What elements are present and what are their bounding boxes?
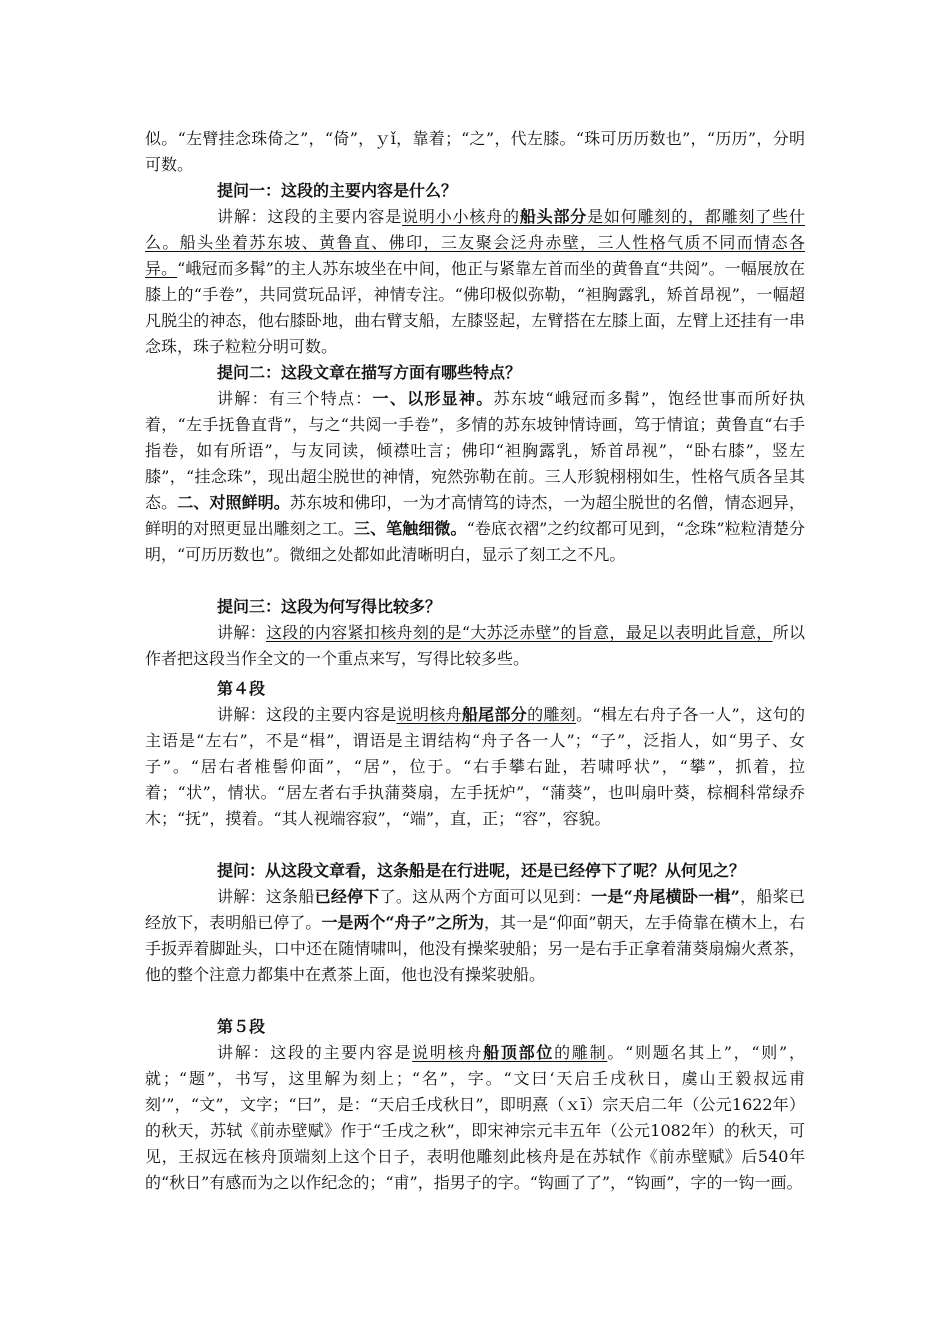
answer-2-point-1: 一、以形显神。 xyxy=(372,389,494,408)
section-4-answer xyxy=(145,884,805,988)
section-5-lead: 讲解：这段的主要内容是 xyxy=(217,1043,413,1062)
section-5-underlined xyxy=(412,1043,607,1062)
section-4-heading-text: 第４段 xyxy=(217,679,266,698)
answer-1-u1: 说明小小核舟的 xyxy=(402,207,520,226)
answer-2 xyxy=(145,386,805,568)
section-4-answer-key-1: 已经停下 xyxy=(314,887,380,906)
answer-3-lead: 讲解： xyxy=(217,623,266,642)
section-4-rest: 。“楫左右舟子各一人”，这句的主语是“左右”，不是“楫”，谓语是主谓结构“舟子各一人”；“子”，泛指人，如“男子、女子”。“居右者椎髻仰面”，“居”，位于。“右手攀右趾，若啸呼状”，“攀”，抓着，拉着；“状”，情状。“居左者右手执蒲葵扇，左手抚炉”，“蒲葵”，也叫扇叶葵，棕榈科常绿乔木；“抚”，摸着。“其人视端容寂”，“端”，直，正；“容”，容貌。 xyxy=(145,705,805,828)
answer-2-text-2: 苏东坡和佛印，一为才高情笃的诗杰，一为超尘脱世的名僧，情态迥异，鲜明的对照更显出雕刻之工。 xyxy=(145,493,805,538)
answer-1-rest: “峨冠而多髯”的主人苏东坡坐在中间，他正与紧靠左首而坐的黄鲁直“共阅”。一幅展放在膝上的“手卷”，共同赏玩品评，神情专注。“佛印极似弥勒，“袒胸露乳，矫首昂视”，一幅超凡脱尘的神态，他右膝卧地，曲右臂支船，左膝竖起，左臂搭在左膝上面，左臂上还挂有一串念珠，珠子粒粒分明可数。 xyxy=(145,259,805,356)
question-2 xyxy=(145,360,805,386)
answer-3-rest: 所以作者把这段当作全文的一个重点来写，写得比较多些。 xyxy=(145,623,805,668)
question-1 xyxy=(145,178,805,204)
question-3-text: 提问三：这段为何写得比较多？ xyxy=(217,597,442,616)
answer-1-lead: 讲解：这段的主要内容是 xyxy=(217,207,403,226)
question-1-text: 提问一：这段的主要内容是什么？ xyxy=(217,181,458,200)
answer-2-lead: 讲解：有三个特点： xyxy=(217,389,373,408)
section-5-key: 船顶部位 xyxy=(483,1043,555,1062)
section-4-answer-key-2: 一是“舟尾横卧一楫” xyxy=(591,887,740,906)
section-4-u1: 说明核舟 xyxy=(396,705,462,724)
answer-3-underlined: 这段的内容紧扣核舟刻的是“大苏泛赤壁”的旨意，最足以表明此旨意， xyxy=(265,623,773,642)
question-2-text: 提问二：这段文章在描写方面有哪些特点？ xyxy=(217,363,522,382)
section-4-answer-lead: 讲解：这条船 xyxy=(217,887,315,906)
answer-2-point-3: 三、笔触细微。 xyxy=(354,519,467,538)
section-5-heading xyxy=(145,1014,805,1040)
section-5-u2: 的雕制 xyxy=(554,1043,608,1062)
answer-1-key: 船头部分 xyxy=(519,207,588,226)
section-4-question xyxy=(145,858,805,884)
section-4-underlined xyxy=(397,705,577,724)
answer-1 xyxy=(145,204,805,360)
intro-paragraph xyxy=(145,126,805,178)
section-4-paragraph xyxy=(145,702,805,832)
section-4-question-text: 提问：从这段文章看，这条船是在行进呢，还是已经停下了呢？从何见之？ xyxy=(217,861,746,880)
section-5-rest: 。“则题名其上”，“则”，就；“题”，书写，这里解为刻上；“名”，字。“文曰‘天启壬戌秋日，虞山王毅叔远甫刻’”，“文”，文字；“曰”，是：“天启壬戌秋日”，即明熹（ｘī）宗天启二年（公元1622年）的秋天，苏轼《前赤壁赋》作于“壬戌之秋”，即宋神宗元丰五年（公元1082年）的秋天，可见，王叔远在核舟顶端刻上这个日子，表明他雕刻此核舟是在苏轼作《前赤壁赋》后540年的“秋日”有感而为之以作纪念的；“甫”，指男子的字。“钩画了了”，“钩画”，字的一钩一画。 xyxy=(145,1043,805,1192)
answer-3 xyxy=(145,620,805,672)
section-4-key: 船尾部分 xyxy=(461,705,528,724)
section-4-answer-text-3: ，其一是“仰面”朝天，左手倚靠在横木上，右手扳弄着脚趾头，口中还在随情啸叫，他没有操桨驶船；另一是右手正拿着蒲葵扇煽火煮茶，他的整个注意力都集中在煮茶上面，他也没有操桨驶船。 xyxy=(145,913,805,984)
answer-2-point-2: 二、对照鲜明。 xyxy=(177,493,290,512)
section-5-heading-text: 第５段 xyxy=(217,1017,266,1036)
section-4-answer-text-2: ，船桨已经放下，表明船已停了。 xyxy=(145,887,805,932)
intro-text: 似。“左臂挂念珠倚之”，“倚”，ｙǐ，靠着；“之”，代左膝。“珠可历历数也”，“历历”，分明可数。 xyxy=(145,129,805,174)
section-4-u2: 的雕刻 xyxy=(527,705,577,724)
section-4-heading xyxy=(145,676,805,702)
question-3 xyxy=(145,594,805,620)
answer-1-u2: 是如何雕刻的，都雕刻了些什么。船头坐着苏东坡、黄鲁直、佛印，三友聚会泛舟赤壁，三人性格气质不同而情态各异。 xyxy=(145,207,805,278)
answer-2-text-1: 苏东坡“峨冠而多髯”，饱经世事而所好执着，“左手抚鲁直背”，与之“共阅一手卷”，多情的苏东坡钟情诗画，笃于情谊；黄鲁直“右手指卷，如有所语”，与友同读，倾襟吐言；佛印“袒胸露乳，矫首昂视”，“卧右膝”，竖左膝”，“挂念珠”，现出超尘脱世的神情，宛然弥勒在前。三人形貌栩栩如生，性格气质各呈其态。 xyxy=(145,389,805,512)
section-4-lead: 讲解：这段的主要内容是 xyxy=(217,705,397,724)
answer-2-text-3: “卷底衣褶”之约纹都可见到，“念珠”粒粒清楚分明，“可历历数也”。微细之处都如此清晰明白，显示了刻工之不凡。 xyxy=(145,519,805,564)
section-4-answer-text-1: 了。这从两个方面可以见到： xyxy=(379,887,592,906)
section-5-u1: 说明核舟 xyxy=(412,1043,484,1062)
section-5-paragraph xyxy=(145,1040,805,1196)
section-4-answer-key-3: 一是两个“舟子”之所为 xyxy=(321,913,485,932)
